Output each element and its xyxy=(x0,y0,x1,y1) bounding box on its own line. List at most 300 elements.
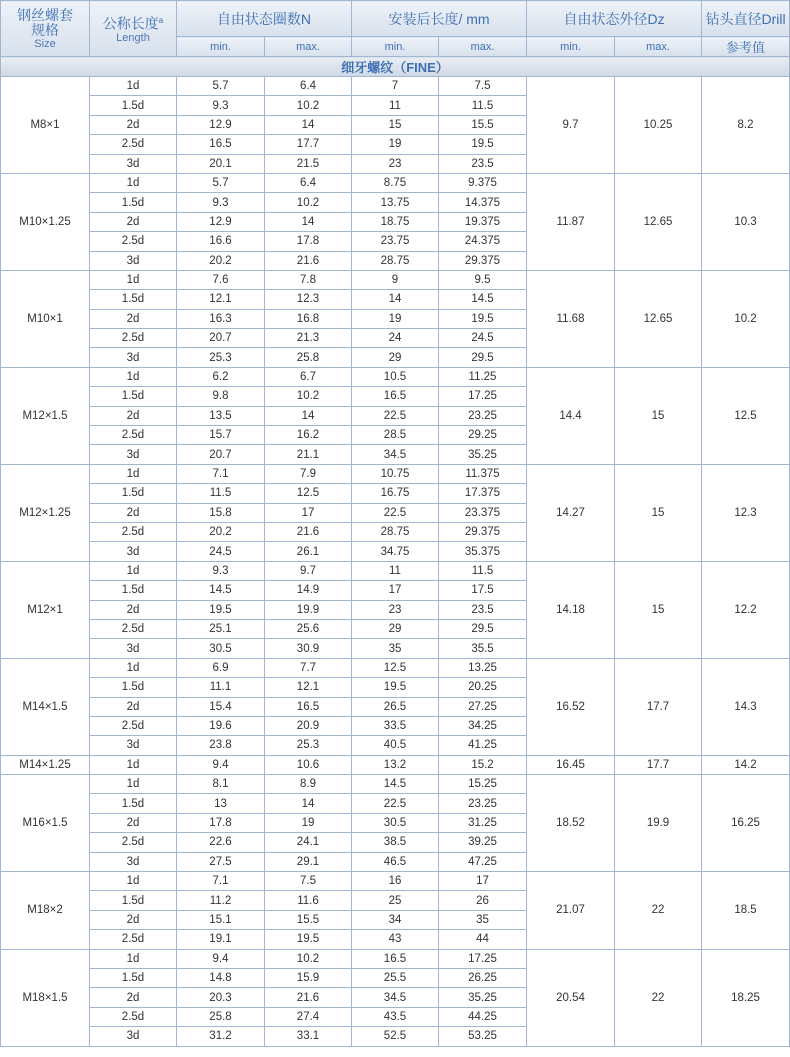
installed-max-cell: 26 xyxy=(439,891,527,910)
table-row xyxy=(1,775,790,794)
installed-max-cell: 24.375 xyxy=(439,232,527,251)
installed-max-cell: 15.5 xyxy=(439,115,527,134)
length-cell: 2.5d xyxy=(90,329,177,348)
installed-min-cell: 46.5 xyxy=(352,852,439,871)
od-max-cell: 22 xyxy=(615,949,702,1046)
installed-max-cell: 44 xyxy=(439,930,527,949)
header-length-en: Length xyxy=(116,31,150,44)
installed-min-cell: 13.2 xyxy=(352,755,439,774)
header-size-cn-1: 钢丝螺套 xyxy=(17,6,73,23)
table-row xyxy=(1,658,790,677)
installed-min-cell: 16.5 xyxy=(352,387,439,406)
table-row xyxy=(1,872,790,891)
installed-max-cell: 23.375 xyxy=(439,503,527,522)
length-cell: 1d xyxy=(90,173,177,192)
length-cell: 1.5d xyxy=(90,968,177,987)
installed-min-cell: 25.5 xyxy=(352,968,439,987)
coils-min-cell: 7.6 xyxy=(177,270,265,289)
table-row xyxy=(1,561,790,580)
coils-min-cell: 19.5 xyxy=(177,600,265,619)
length-cell: 2.5d xyxy=(90,930,177,949)
coils-max-cell: 21.6 xyxy=(265,251,352,270)
length-cell: 1d xyxy=(90,77,177,96)
od-min-cell: 18.52 xyxy=(527,775,615,872)
coils-min-cell: 14.5 xyxy=(177,581,265,600)
installed-max-cell: 11.25 xyxy=(439,367,527,386)
coils-max-cell: 26.1 xyxy=(265,542,352,561)
coils-min-cell: 12.1 xyxy=(177,290,265,309)
length-cell: 1d xyxy=(90,464,177,483)
od-min-cell: 16.52 xyxy=(527,658,615,755)
coils-max-cell: 25.8 xyxy=(265,348,352,367)
installed-min-cell: 22.5 xyxy=(352,406,439,425)
coils-max-cell: 15.9 xyxy=(265,968,352,987)
coils-max-cell: 17 xyxy=(265,503,352,522)
coils-max-cell: 20.9 xyxy=(265,716,352,735)
installed-max-cell: 35.375 xyxy=(439,542,527,561)
coils-max-cell: 19.5 xyxy=(265,930,352,949)
header-od-max: max. xyxy=(615,37,702,57)
length-cell: 1d xyxy=(90,561,177,580)
installed-max-cell: 35.25 xyxy=(439,988,527,1007)
coils-min-cell: 9.3 xyxy=(177,561,265,580)
coils-max-cell: 14 xyxy=(265,406,352,425)
coils-min-cell: 12.9 xyxy=(177,212,265,231)
length-cell: 2.5d xyxy=(90,1007,177,1026)
installed-max-cell: 17.375 xyxy=(439,484,527,503)
installed-min-cell: 23 xyxy=(352,154,439,173)
coils-min-cell: 15.4 xyxy=(177,697,265,716)
installed-min-cell: 17 xyxy=(352,581,439,600)
coils-max-cell: 10.2 xyxy=(265,387,352,406)
length-cell: 2.5d xyxy=(90,833,177,852)
installed-max-cell: 31.25 xyxy=(439,813,527,832)
od-max-cell: 12.65 xyxy=(615,270,702,367)
installed-min-cell: 15 xyxy=(352,115,439,134)
installed-min-cell: 8.75 xyxy=(352,173,439,192)
od-min-cell: 14.27 xyxy=(527,464,615,561)
installed-max-cell: 9.375 xyxy=(439,173,527,192)
header-drill-reference: 参考值 xyxy=(702,37,790,57)
table-row xyxy=(1,755,790,774)
installed-min-cell: 12.5 xyxy=(352,658,439,677)
coils-max-cell: 7.7 xyxy=(265,658,352,677)
coils-min-cell: 25.3 xyxy=(177,348,265,367)
coils-min-cell: 20.2 xyxy=(177,522,265,541)
drill-cell: 12.2 xyxy=(702,561,790,658)
coils-min-cell: 16.6 xyxy=(177,232,265,251)
installed-min-cell: 9 xyxy=(352,270,439,289)
coils-min-cell: 24.5 xyxy=(177,542,265,561)
coils-min-cell: 20.2 xyxy=(177,251,265,270)
table-row xyxy=(1,173,790,192)
drill-cell: 12.5 xyxy=(702,367,790,464)
length-cell: 2.5d xyxy=(90,522,177,541)
coils-min-cell: 20.7 xyxy=(177,445,265,464)
size-cell: M8×1 xyxy=(1,77,90,174)
coils-max-cell: 6.7 xyxy=(265,367,352,386)
installed-max-cell: 39.25 xyxy=(439,833,527,852)
coils-min-cell: 9.4 xyxy=(177,949,265,968)
coils-max-cell: 21.1 xyxy=(265,445,352,464)
coils-max-cell: 6.4 xyxy=(265,77,352,96)
length-cell: 2d xyxy=(90,309,177,328)
coils-max-cell: 25.6 xyxy=(265,619,352,638)
installed-max-cell: 35.25 xyxy=(439,445,527,464)
installed-min-cell: 35 xyxy=(352,639,439,658)
coils-min-cell: 17.8 xyxy=(177,813,265,832)
size-cell: M12×1 xyxy=(1,561,90,658)
coils-max-cell: 6.4 xyxy=(265,173,352,192)
installed-min-cell: 23.75 xyxy=(352,232,439,251)
installed-min-cell: 29 xyxy=(352,348,439,367)
table-row xyxy=(1,464,790,483)
installed-max-cell: 24.5 xyxy=(439,329,527,348)
size-cell: M12×1.5 xyxy=(1,367,90,464)
coils-min-cell: 9.4 xyxy=(177,755,265,774)
header-size xyxy=(1,1,90,57)
coils-min-cell: 19.6 xyxy=(177,716,265,735)
length-cell: 3d xyxy=(90,445,177,464)
coils-min-cell: 12.9 xyxy=(177,115,265,134)
coils-min-cell: 16.3 xyxy=(177,309,265,328)
installed-min-cell: 22.5 xyxy=(352,794,439,813)
installed-min-cell: 40.5 xyxy=(352,736,439,755)
coils-max-cell: 15.5 xyxy=(265,910,352,929)
coils-min-cell: 16.5 xyxy=(177,135,265,154)
od-max-cell: 10.25 xyxy=(615,77,702,174)
table-row xyxy=(1,367,790,386)
od-max-cell: 17.7 xyxy=(615,658,702,755)
installed-min-cell: 38.5 xyxy=(352,833,439,852)
header-coils-max: max. xyxy=(265,37,352,57)
coils-min-cell: 15.7 xyxy=(177,426,265,445)
installed-max-cell: 19.375 xyxy=(439,212,527,231)
coils-min-cell: 19.1 xyxy=(177,930,265,949)
coils-max-cell: 21.5 xyxy=(265,154,352,173)
installed-max-cell: 17.25 xyxy=(439,949,527,968)
coils-max-cell: 12.3 xyxy=(265,290,352,309)
length-cell: 1.5d xyxy=(90,96,177,115)
length-cell: 1.5d xyxy=(90,581,177,600)
size-cell: M18×1.5 xyxy=(1,949,90,1046)
installed-min-cell: 14 xyxy=(352,290,439,309)
installed-max-cell: 13.25 xyxy=(439,658,527,677)
length-cell: 1.5d xyxy=(90,387,177,406)
installed-min-cell: 19 xyxy=(352,135,439,154)
header-coils-min: min. xyxy=(177,37,265,57)
installed-min-cell: 18.75 xyxy=(352,212,439,231)
coils-min-cell: 5.7 xyxy=(177,173,265,192)
header-length-cn: 公称长度 xyxy=(102,15,159,32)
coils-max-cell: 24.1 xyxy=(265,833,352,852)
length-cell: 3d xyxy=(90,542,177,561)
installed-max-cell: 17 xyxy=(439,872,527,891)
length-cell: 2d xyxy=(90,988,177,1007)
coils-min-cell: 15.8 xyxy=(177,503,265,522)
installed-max-cell: 35 xyxy=(439,910,527,929)
installed-max-cell: 34.25 xyxy=(439,716,527,735)
length-cell: 1d xyxy=(90,270,177,289)
header-installed-length: 安装后长度/ mm xyxy=(352,1,527,37)
od-min-cell: 16.45 xyxy=(527,755,615,774)
installed-min-cell: 25 xyxy=(352,891,439,910)
installed-min-cell: 11 xyxy=(352,561,439,580)
coils-min-cell: 6.2 xyxy=(177,367,265,386)
coils-min-cell: 27.5 xyxy=(177,852,265,871)
installed-max-cell: 20.25 xyxy=(439,678,527,697)
coils-max-cell: 25.3 xyxy=(265,736,352,755)
header-drill: 钻头直径Drill xyxy=(702,1,790,37)
coils-min-cell: 6.9 xyxy=(177,658,265,677)
length-cell: 1d xyxy=(90,755,177,774)
coils-min-cell: 7.1 xyxy=(177,464,265,483)
coils-max-cell: 12.1 xyxy=(265,678,352,697)
drill-cell: 18.5 xyxy=(702,872,790,950)
coils-max-cell: 17.7 xyxy=(265,135,352,154)
installed-max-cell: 11.375 xyxy=(439,464,527,483)
od-max-cell: 15 xyxy=(615,367,702,464)
installed-min-cell: 13.75 xyxy=(352,193,439,212)
length-cell: 2d xyxy=(90,406,177,425)
coils-max-cell: 10.2 xyxy=(265,193,352,212)
od-max-cell: 22 xyxy=(615,872,702,950)
coils-max-cell: 11.6 xyxy=(265,891,352,910)
installed-min-cell: 34.5 xyxy=(352,988,439,1007)
drill-cell: 10.3 xyxy=(702,173,790,270)
coils-max-cell: 14 xyxy=(265,212,352,231)
length-cell: 1.5d xyxy=(90,290,177,309)
coils-max-cell: 7.8 xyxy=(265,270,352,289)
header-length xyxy=(90,1,177,57)
installed-max-cell: 41.25 xyxy=(439,736,527,755)
header-size-cn-2: 规格 xyxy=(31,21,59,38)
length-cell: 1d xyxy=(90,775,177,794)
coils-max-cell: 17.8 xyxy=(265,232,352,251)
installed-max-cell: 29.5 xyxy=(439,348,527,367)
installed-min-cell: 10.75 xyxy=(352,464,439,483)
coils-min-cell: 14.8 xyxy=(177,968,265,987)
installed-min-cell: 28.75 xyxy=(352,251,439,270)
table-row xyxy=(1,77,790,96)
length-cell: 2d xyxy=(90,600,177,619)
coils-min-cell: 11.2 xyxy=(177,891,265,910)
length-cell: 2.5d xyxy=(90,619,177,638)
coils-min-cell: 9.3 xyxy=(177,96,265,115)
coils-min-cell: 7.1 xyxy=(177,872,265,891)
length-cell: 1d xyxy=(90,367,177,386)
installed-max-cell: 23.25 xyxy=(439,794,527,813)
length-cell: 3d xyxy=(90,639,177,658)
size-cell: M14×1.25 xyxy=(1,755,90,774)
installed-min-cell: 11 xyxy=(352,96,439,115)
length-cell: 1.5d xyxy=(90,794,177,813)
size-cell: M12×1.25 xyxy=(1,464,90,561)
installed-max-cell: 17.5 xyxy=(439,581,527,600)
coils-min-cell: 23.8 xyxy=(177,736,265,755)
installed-max-cell: 9.5 xyxy=(439,270,527,289)
table-body xyxy=(1,57,790,1047)
length-cell: 1.5d xyxy=(90,891,177,910)
installed-max-cell: 29.5 xyxy=(439,619,527,638)
installed-max-cell: 29.25 xyxy=(439,426,527,445)
installed-max-cell: 53.25 xyxy=(439,1027,527,1046)
coils-max-cell: 16.2 xyxy=(265,426,352,445)
coils-min-cell: 11.1 xyxy=(177,678,265,697)
coils-min-cell: 15.1 xyxy=(177,910,265,929)
installed-min-cell: 34.5 xyxy=(352,445,439,464)
installed-min-cell: 19.5 xyxy=(352,678,439,697)
coils-max-cell: 9.7 xyxy=(265,561,352,580)
coils-max-cell: 16.5 xyxy=(265,697,352,716)
installed-max-cell: 44.25 xyxy=(439,1007,527,1026)
od-min-cell: 20.54 xyxy=(527,949,615,1046)
installed-min-cell: 16.75 xyxy=(352,484,439,503)
installed-max-cell: 11.5 xyxy=(439,96,527,115)
installed-min-cell: 30.5 xyxy=(352,813,439,832)
length-cell: 1.5d xyxy=(90,193,177,212)
coils-max-cell: 7.9 xyxy=(265,464,352,483)
drill-cell: 10.2 xyxy=(702,270,790,367)
length-cell: 2d xyxy=(90,503,177,522)
installed-max-cell: 15.25 xyxy=(439,775,527,794)
length-cell: 2d xyxy=(90,910,177,929)
installed-min-cell: 34 xyxy=(352,910,439,929)
table-row xyxy=(1,949,790,968)
installed-max-cell: 29.375 xyxy=(439,251,527,270)
length-cell: 3d xyxy=(90,852,177,871)
length-cell: 3d xyxy=(90,251,177,270)
coils-max-cell: 12.5 xyxy=(265,484,352,503)
installed-min-cell: 16 xyxy=(352,872,439,891)
length-cell: 3d xyxy=(90,348,177,367)
installed-max-cell: 14.5 xyxy=(439,290,527,309)
coils-max-cell: 21.6 xyxy=(265,988,352,1007)
header-free-od: 自由状态外径Dz xyxy=(527,1,702,37)
coils-max-cell: 10.2 xyxy=(265,949,352,968)
table-row xyxy=(1,270,790,289)
od-min-cell: 21.07 xyxy=(527,872,615,950)
installed-max-cell: 15.2 xyxy=(439,755,527,774)
installed-max-cell: 19.5 xyxy=(439,135,527,154)
installed-min-cell: 26.5 xyxy=(352,697,439,716)
od-min-cell: 14.18 xyxy=(527,561,615,658)
coils-min-cell: 8.1 xyxy=(177,775,265,794)
installed-min-cell: 34.75 xyxy=(352,542,439,561)
installed-max-cell: 23.25 xyxy=(439,406,527,425)
od-max-cell: 15 xyxy=(615,561,702,658)
header-coils: 自由状态圈数N xyxy=(177,1,352,37)
installed-max-cell: 35.5 xyxy=(439,639,527,658)
coils-min-cell: 13.5 xyxy=(177,406,265,425)
installed-min-cell: 7 xyxy=(352,77,439,96)
coils-max-cell: 14.9 xyxy=(265,581,352,600)
installed-min-cell: 10.5 xyxy=(352,367,439,386)
coils-min-cell: 9.8 xyxy=(177,387,265,406)
installed-min-cell: 22.5 xyxy=(352,503,439,522)
length-cell: 1.5d xyxy=(90,484,177,503)
size-cell: M10×1.25 xyxy=(1,173,90,270)
installed-min-cell: 24 xyxy=(352,329,439,348)
coils-max-cell: 8.9 xyxy=(265,775,352,794)
coils-max-cell: 29.1 xyxy=(265,852,352,871)
installed-min-cell: 19 xyxy=(352,309,439,328)
coils-max-cell: 21.6 xyxy=(265,522,352,541)
installed-min-cell: 28.75 xyxy=(352,522,439,541)
length-cell: 2.5d xyxy=(90,426,177,445)
length-cell: 2.5d xyxy=(90,716,177,735)
length-cell: 2d xyxy=(90,697,177,716)
installed-max-cell: 17.25 xyxy=(439,387,527,406)
length-cell: 1d xyxy=(90,872,177,891)
size-cell: M14×1.5 xyxy=(1,658,90,755)
coils-max-cell: 10.2 xyxy=(265,96,352,115)
od-min-cell: 11.87 xyxy=(527,173,615,270)
length-cell: 1d xyxy=(90,658,177,677)
coils-max-cell: 19.9 xyxy=(265,600,352,619)
installed-min-cell: 33.5 xyxy=(352,716,439,735)
installed-max-cell: 7.5 xyxy=(439,77,527,96)
installed-max-cell: 11.5 xyxy=(439,561,527,580)
size-cell: M18×2 xyxy=(1,872,90,950)
coils-max-cell: 19 xyxy=(265,813,352,832)
header-length-sup: a xyxy=(158,16,164,26)
coils-max-cell: 7.5 xyxy=(265,872,352,891)
installed-max-cell: 29.375 xyxy=(439,522,527,541)
od-min-cell: 14.4 xyxy=(527,367,615,464)
length-cell: 1.5d xyxy=(90,678,177,697)
coils-max-cell: 16.8 xyxy=(265,309,352,328)
length-cell: 2d xyxy=(90,115,177,134)
length-cell: 3d xyxy=(90,736,177,755)
length-cell: 3d xyxy=(90,1027,177,1046)
coils-min-cell: 20.7 xyxy=(177,329,265,348)
drill-cell: 14.2 xyxy=(702,755,790,774)
drill-cell: 12.3 xyxy=(702,464,790,561)
header-size-en: Size xyxy=(34,37,56,50)
od-max-cell: 19.9 xyxy=(615,775,702,872)
coils-min-cell: 20.3 xyxy=(177,988,265,1007)
installed-min-cell: 28.5 xyxy=(352,426,439,445)
od-min-cell: 11.68 xyxy=(527,270,615,367)
coils-min-cell: 20.1 xyxy=(177,154,265,173)
coils-min-cell: 25.1 xyxy=(177,619,265,638)
od-max-cell: 17.7 xyxy=(615,755,702,774)
drill-cell: 14.3 xyxy=(702,658,790,755)
installed-min-cell: 52.5 xyxy=(352,1027,439,1046)
length-cell: 2.5d xyxy=(90,232,177,251)
coils-max-cell: 30.9 xyxy=(265,639,352,658)
installed-max-cell: 19.5 xyxy=(439,309,527,328)
length-cell: 1d xyxy=(90,949,177,968)
installed-max-cell: 23.5 xyxy=(439,600,527,619)
installed-min-cell: 43 xyxy=(352,930,439,949)
length-cell: 2d xyxy=(90,212,177,231)
length-cell: 2d xyxy=(90,813,177,832)
od-max-cell: 12.65 xyxy=(615,173,702,270)
installed-min-cell: 29 xyxy=(352,619,439,638)
coils-min-cell: 25.8 xyxy=(177,1007,265,1026)
installed-max-cell: 47.25 xyxy=(439,852,527,871)
od-min-cell: 9.7 xyxy=(527,77,615,174)
installed-max-cell: 26.25 xyxy=(439,968,527,987)
installed-min-cell: 16.5 xyxy=(352,949,439,968)
coils-max-cell: 33.1 xyxy=(265,1027,352,1046)
length-cell: 3d xyxy=(90,154,177,173)
drill-cell: 16.25 xyxy=(702,775,790,872)
coils-min-cell: 11.5 xyxy=(177,484,265,503)
coils-min-cell: 31.2 xyxy=(177,1027,265,1046)
